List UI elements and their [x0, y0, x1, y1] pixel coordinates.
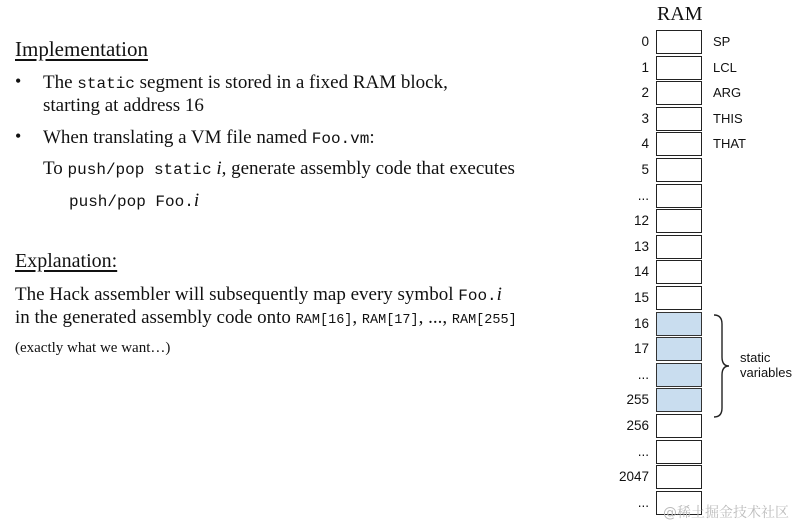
ram-address: 16	[633, 316, 649, 331]
italic-i: i	[216, 158, 222, 179]
code-run: push/pop Foo.	[69, 193, 194, 211]
ram-cell	[656, 465, 702, 489]
ram-address: 14	[633, 264, 649, 279]
code-ram: RAM[17]	[361, 313, 419, 328]
ram-cell	[656, 235, 702, 259]
ram-address: ...	[637, 444, 649, 459]
text-run: ,	[352, 307, 362, 328]
italic-i: i	[496, 284, 502, 305]
text-run: , ...,	[418, 307, 452, 328]
ram-cell	[656, 414, 702, 438]
text-run: :	[369, 127, 375, 148]
bullet-1-line-2: starting at address 16	[43, 95, 204, 116]
ram-cell	[656, 388, 702, 412]
ram-address: 15	[633, 290, 649, 305]
ram-cell	[656, 81, 702, 105]
ram-address: 0	[641, 34, 649, 49]
ram-cell	[656, 337, 702, 361]
ram-cell	[656, 260, 702, 284]
ram-cell	[656, 440, 702, 464]
explanation-line-2	[15, 307, 517, 332]
ram-address: ...	[637, 367, 649, 382]
ram-cell	[656, 56, 702, 80]
code-push-pop-static: push/pop static	[67, 161, 212, 179]
text-run: The	[43, 72, 78, 93]
ram-cell	[656, 312, 702, 336]
ram-register-label: SP	[713, 34, 731, 49]
code-static: static	[77, 75, 135, 93]
text-run: in the generated assembly code onto	[15, 307, 296, 328]
bullet-1-line-1	[43, 72, 448, 95]
ram-address: 2047	[618, 469, 649, 484]
ram-address: ...	[637, 188, 649, 203]
ram-cell	[656, 132, 702, 156]
push-pop-instruction	[43, 158, 515, 181]
static-brace-icon	[712, 314, 732, 418]
ram-cell	[656, 158, 702, 182]
ram-address: 5	[641, 162, 649, 177]
ram-cell	[656, 184, 702, 208]
bullet-icon: •	[15, 71, 22, 91]
brace-label-line: variables	[740, 365, 793, 380]
implementation-heading: Implementation	[15, 37, 148, 61]
ram-address: 255	[626, 392, 649, 407]
code-push-pop-foo	[69, 190, 199, 213]
ram-address: 13	[633, 239, 649, 254]
explanation-note: (exactly what we want…)	[15, 340, 171, 356]
static-variables-label	[740, 350, 792, 380]
text-run: segment is stored in a fixed RAM block,	[134, 72, 448, 93]
watermark: @稀土掘金技术社区	[663, 505, 789, 521]
ram-register-label: ARG	[713, 85, 742, 100]
ram-cell	[656, 286, 702, 310]
code-foo: Foo.	[458, 287, 497, 305]
code-ram: RAM[16]	[295, 313, 353, 328]
ram-register-label: LCL	[713, 60, 737, 75]
ram-register-label: THIS	[713, 111, 743, 126]
ram-cell	[656, 363, 702, 387]
ram-address: ...	[637, 495, 649, 510]
code-filename: Foo.vm	[311, 130, 370, 148]
bullet-icon: •	[15, 126, 22, 146]
text-run: When translating a VM file named	[43, 127, 312, 148]
text-run: To	[43, 158, 68, 179]
text-run: , generate assembly code that executes	[221, 158, 515, 179]
ram-register-label: THAT	[713, 136, 746, 151]
ram-cell	[656, 30, 702, 54]
text-run: The Hack assembler will subsequently map every symbol	[15, 284, 459, 305]
brace-label-line: static	[740, 350, 771, 365]
explanation-heading: Explanation:	[15, 250, 118, 272]
ram-cell	[656, 107, 702, 131]
bullet-2-line	[43, 127, 375, 150]
explanation-line-1	[15, 284, 502, 307]
code-ram: RAM[255]	[451, 313, 517, 328]
italic-i: i	[193, 190, 200, 211]
ram-title: RAM	[657, 3, 703, 25]
ram-cell	[656, 209, 702, 233]
ram-address: 4	[641, 136, 649, 151]
ram-address: 256	[626, 418, 649, 433]
ram-address: 3	[641, 111, 649, 126]
ram-address: 2	[641, 85, 649, 100]
ram-address: 12	[633, 213, 649, 228]
ram-address: 1	[641, 60, 649, 75]
ram-address: 17	[633, 341, 649, 356]
